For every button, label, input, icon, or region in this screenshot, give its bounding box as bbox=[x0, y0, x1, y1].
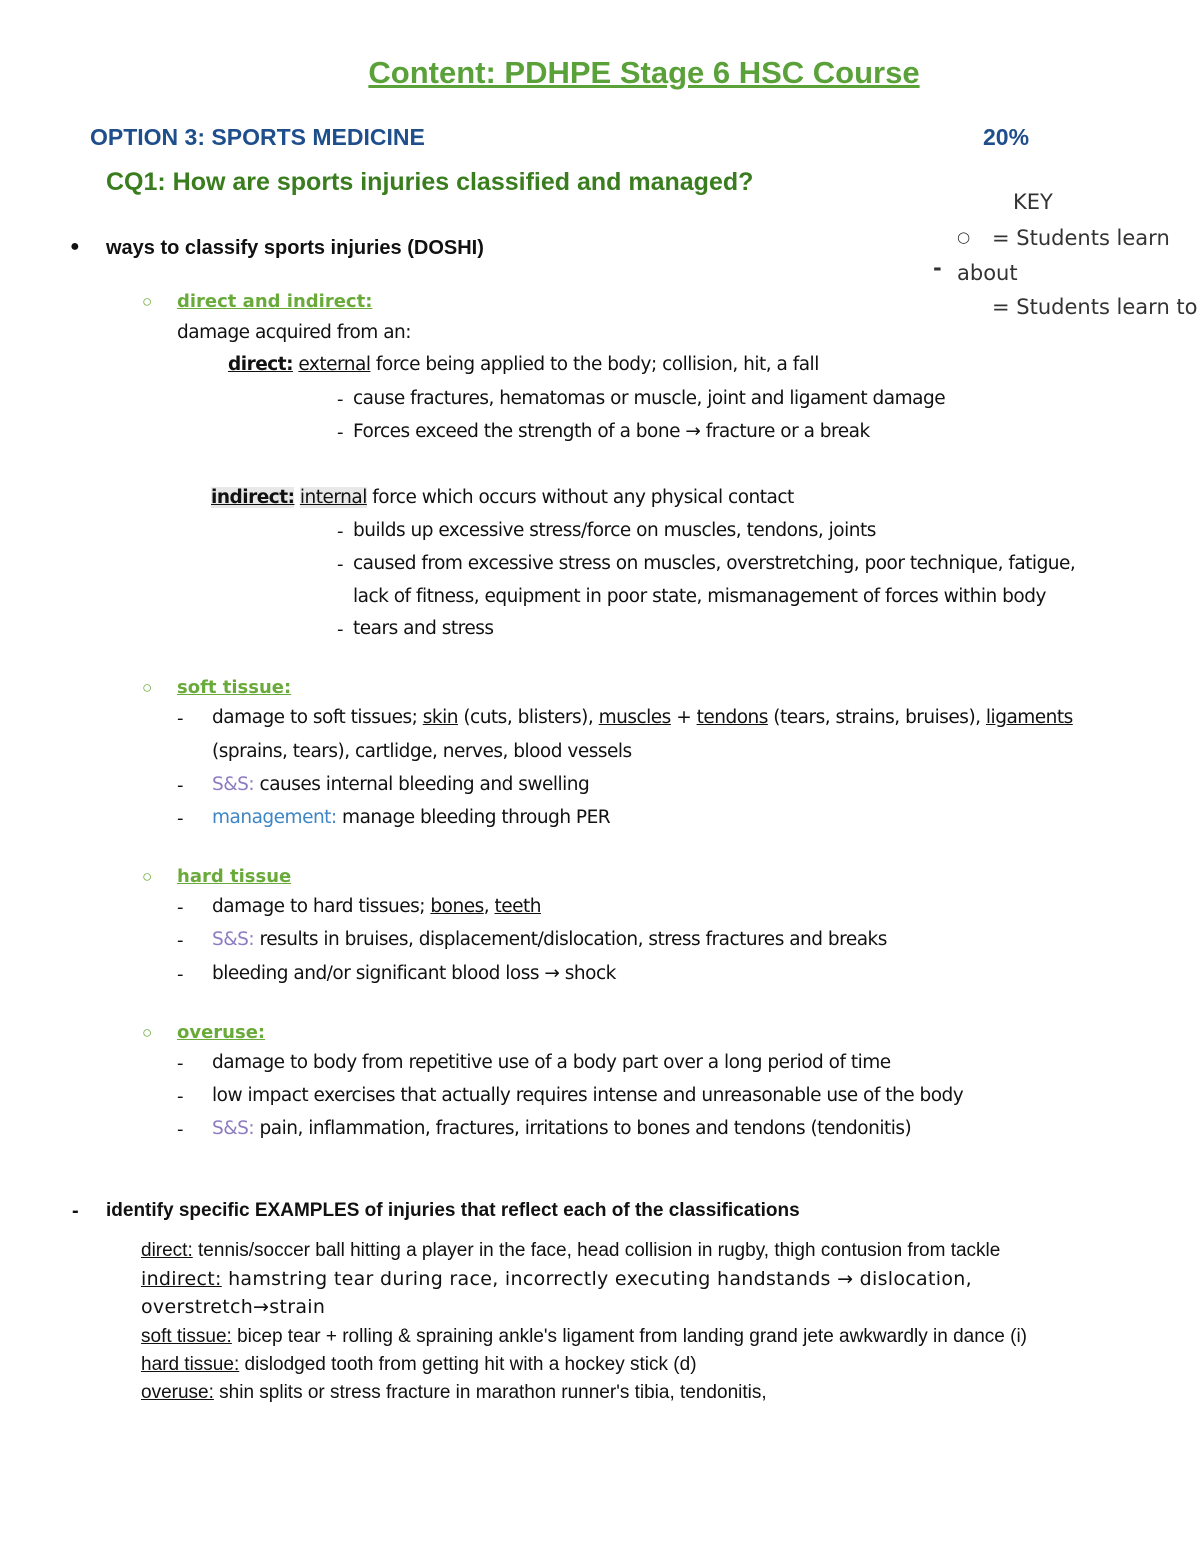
soft-tissue-heading: soft tissue: bbox=[177, 677, 292, 698]
direct-point: cause fractures, hematomas or muscle, joint and ligament damage bbox=[353, 388, 946, 409]
option-weight: 20% bbox=[983, 124, 1030, 150]
dash-bullet: - bbox=[337, 422, 344, 443]
dash-bullet: - bbox=[177, 1119, 184, 1140]
overuse-point: damage to body from repetitive use of a body part over a long period of time bbox=[212, 1052, 891, 1073]
dash-bullet: - bbox=[337, 554, 344, 575]
overuse-ss: S&S: pain, inflammation, fractures, irritations to bones and tendons (tendonitis) bbox=[212, 1118, 912, 1139]
indirect-text: force which occurs without any physical contact bbox=[366, 487, 794, 508]
dash-bullet: - bbox=[177, 930, 184, 951]
dash-bullet: - bbox=[337, 521, 344, 542]
soft-tissue-point-continued: (sprains, tears), cartlidge, nerves, blood vessels bbox=[212, 741, 632, 762]
ss-label: S&S: bbox=[212, 774, 255, 795]
circle-bullet-icon: ○ bbox=[142, 1023, 153, 1042]
example-hard-tissue: hard tissue: dislodged tooth from getting hit with a hockey stick (d) bbox=[141, 1354, 697, 1375]
circle-bullet-icon: ○ bbox=[142, 678, 153, 697]
dash-bullet: - bbox=[177, 708, 184, 729]
indirect-definition bbox=[211, 487, 794, 508]
direct-text: force being applied to the body; collision, hit, a fall bbox=[370, 354, 819, 375]
example-direct: direct: tennis/soccer ball hitting a player in the face, head collision in rugby, thigh contusion from tackle bbox=[141, 1240, 1001, 1261]
dash-bullet: - bbox=[337, 619, 344, 640]
dash-bullet: - bbox=[177, 1086, 184, 1107]
indirect-point: builds up excessive stress/force on muscles, tendons, joints bbox=[353, 520, 876, 541]
option-heading: OPTION 3: SPORTS MEDICINE bbox=[90, 124, 425, 150]
circle-bullet-icon: ○ bbox=[142, 867, 153, 886]
dash-bullet: - bbox=[177, 897, 184, 918]
hard-tissue-ss: S&S: results in bruises, displacement/dislocation, stress fractures and breaks bbox=[212, 929, 887, 950]
overuse-point: low impact exercises that actually requires intense and unreasonable use of the body bbox=[212, 1085, 964, 1106]
soft-tissue-point: damage to soft tissues; skin (cuts, blisters), muscles + tendons (tears, strains, bruises), ligaments bbox=[212, 707, 1073, 728]
hard-tissue-point: damage to hard tissues; bones, teeth bbox=[212, 896, 541, 917]
direct-keyword: external bbox=[298, 354, 371, 375]
soft-tissue-management: management: manage bleeding through PER bbox=[212, 807, 611, 828]
circle-bullet-icon: ○ bbox=[142, 292, 153, 311]
key-line-2: about bbox=[957, 261, 1018, 285]
dash-bullet: - bbox=[177, 1053, 184, 1074]
section2-heading: identify specific EXAMPLES of injuries that reflect each of the classifications bbox=[106, 1200, 800, 1221]
ss-label: S&S: bbox=[212, 929, 255, 950]
key-circle-icon: ○ bbox=[957, 228, 971, 246]
hard-tissue-heading: hard tissue bbox=[177, 866, 292, 887]
dash-bullet: - bbox=[177, 964, 184, 985]
hard-tissue-point: bleeding and/or significant blood loss → shock bbox=[212, 963, 616, 984]
indirect-label: indirect: bbox=[211, 487, 295, 508]
management-label: management: bbox=[212, 807, 337, 828]
page-title: Content: PDHPE Stage 6 HSC Course bbox=[368, 55, 920, 90]
dash-bullet: - bbox=[177, 775, 184, 796]
direct-point: Forces exceed the strength of a bone → fracture or a break bbox=[353, 421, 870, 442]
example-indirect: indirect: hamstring tear during race, incorrectly executing handstands → dislocation, bbox=[141, 1268, 972, 1290]
indirect-keyword: internal bbox=[299, 487, 367, 508]
dash-bullet: - bbox=[72, 1200, 79, 1222]
overuse-heading: overuse: bbox=[177, 1022, 266, 1043]
content-question: CQ1: How are sports injuries classified and managed? bbox=[106, 168, 754, 196]
bullet-icon: ● bbox=[70, 238, 80, 255]
key-line-3: = Students learn to bbox=[992, 295, 1198, 319]
ss-label: S&S: bbox=[212, 1118, 255, 1139]
section1-heading: ways to classify sports injuries (DOSHI) bbox=[106, 237, 484, 259]
soft-tissue-ss: S&S: causes internal bleeding and swelling bbox=[212, 774, 590, 795]
dash-bullet: - bbox=[337, 389, 344, 410]
direct-indirect-intro: damage acquired from an: bbox=[177, 322, 411, 343]
indirect-point-continued: lack of fitness, equipment in poor state, mismanagement of forces within body bbox=[353, 586, 1046, 607]
example-indirect-continued: overstretch→strain bbox=[141, 1296, 326, 1318]
key-line-1: = Students learn bbox=[992, 226, 1170, 250]
indirect-point: caused from excessive stress on muscles, overstretching, poor technique, fatigue, bbox=[353, 553, 1076, 574]
key-heading: KEY bbox=[1013, 190, 1053, 214]
dash-bullet: - bbox=[177, 808, 184, 829]
direct-label: direct: bbox=[228, 354, 293, 375]
key-dash-icon: - bbox=[933, 256, 942, 280]
indirect-point: tears and stress bbox=[353, 618, 494, 639]
example-overuse: overuse: shin splits or stress fracture in marathon runner's tibia, tendonitis, bbox=[141, 1382, 767, 1403]
direct-indirect-heading: direct and indirect: bbox=[177, 291, 373, 312]
example-soft-tissue: soft tissue: bicep tear + rolling & spraining ankle's ligament from landing grand jete awkwardly in dance (i) bbox=[141, 1326, 1028, 1347]
direct-definition bbox=[228, 354, 819, 375]
